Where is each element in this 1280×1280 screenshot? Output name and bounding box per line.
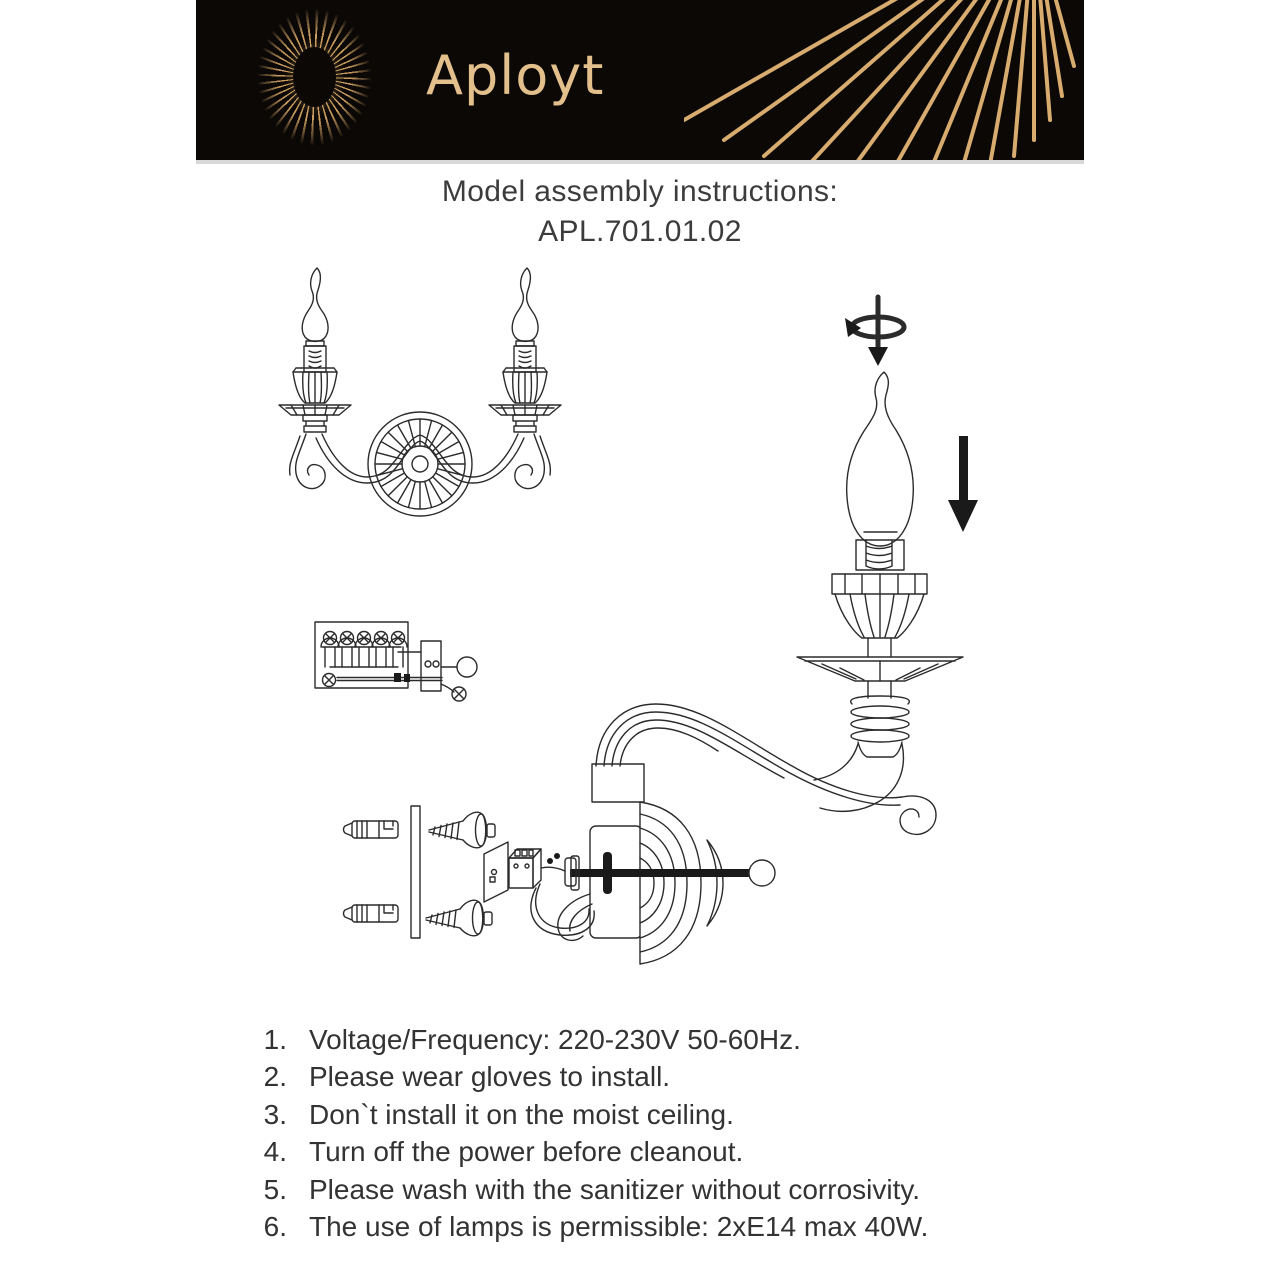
page-title: Model assembly instructions:	[441, 175, 839, 208]
arm-detail-drawing	[558, 540, 963, 964]
item-number: 3.	[263, 1098, 287, 1130]
item-number: 4.	[263, 1136, 287, 1168]
item-text: Don`t install it on the moist ceiling.	[309, 1098, 734, 1130]
list-item	[253, 1059, 928, 1097]
item-text: Voltage/Frequency: 220-230V 50-60Hz.	[309, 1023, 801, 1055]
list-item	[253, 1134, 928, 1172]
rotate-arrow-icon	[845, 297, 904, 366]
mounting-hardware-drawing	[344, 806, 595, 938]
list-item	[253, 1096, 928, 1134]
list-item	[253, 1209, 928, 1247]
item-text: Please wash with the sanitizer without corrosivity.	[309, 1173, 921, 1205]
sconce-front-view-drawing	[279, 268, 561, 516]
item-number: 1.	[263, 1023, 287, 1055]
brand-name: Aployt	[426, 44, 605, 107]
model-code: APL.701.01.02	[538, 215, 742, 248]
item-number: 6.	[263, 1211, 287, 1243]
item-text: Turn off the power before cleanout.	[309, 1136, 744, 1168]
down-arrow-icon	[948, 436, 978, 532]
item-text: Please wear gloves to install.	[309, 1061, 671, 1093]
list-item	[253, 1171, 928, 1209]
terminal-block-drawing	[315, 622, 477, 701]
list-item	[253, 1021, 928, 1059]
bulb-installation-drawing	[845, 297, 978, 546]
item-number: 2.	[263, 1061, 287, 1093]
item-number: 5.	[263, 1173, 287, 1205]
item-text: The use of lamps is permissible: 2xE14 max 40W.	[309, 1211, 929, 1243]
instruction-list	[253, 1021, 928, 1246]
